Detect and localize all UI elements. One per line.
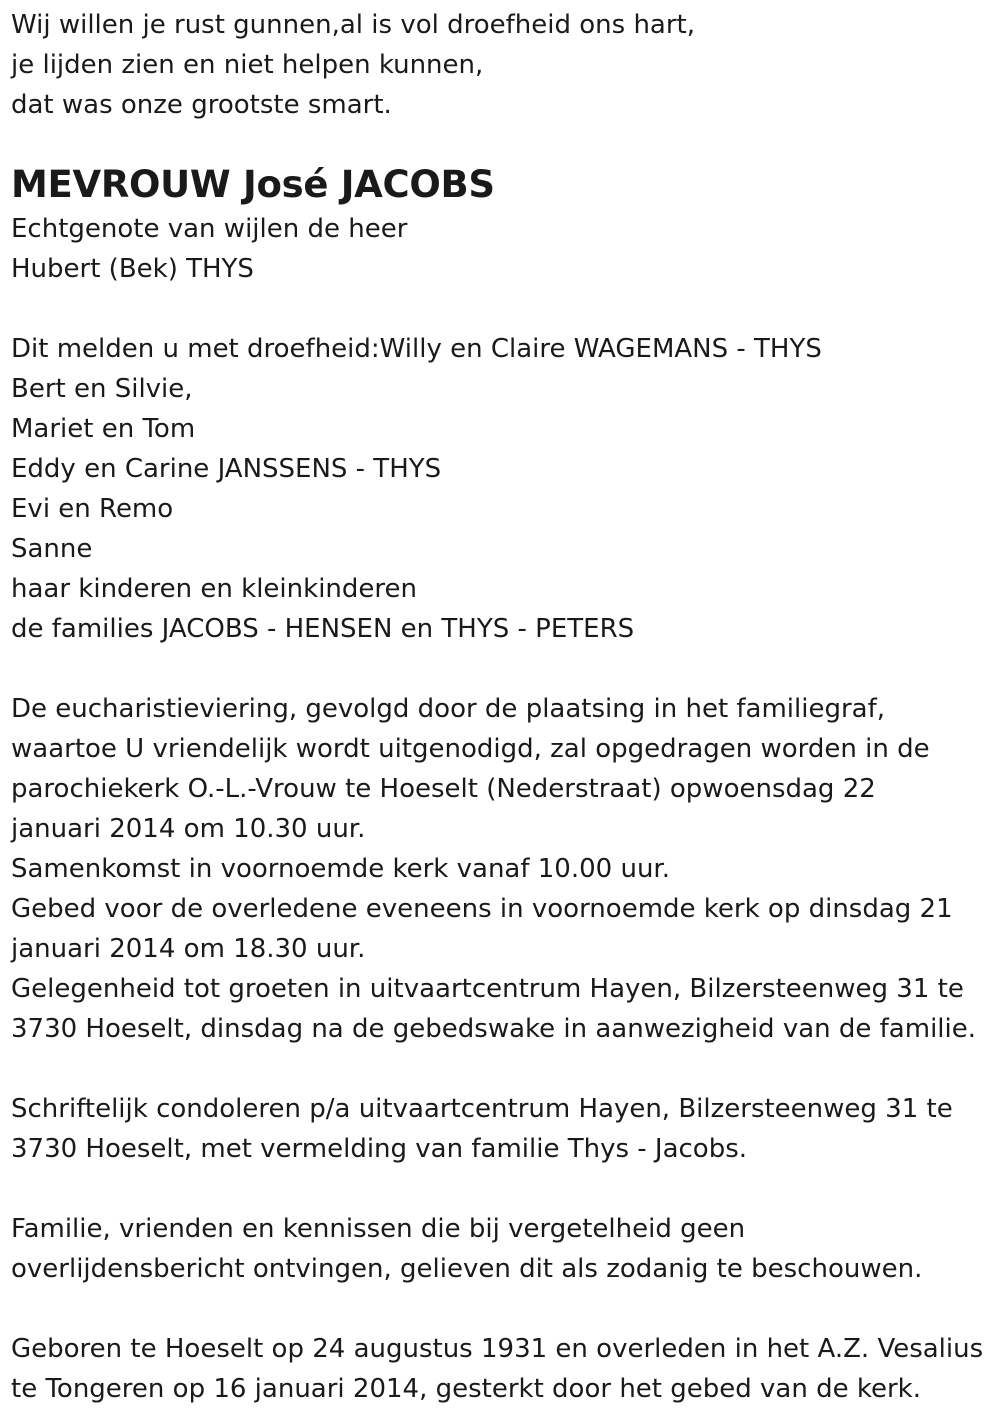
announcer-line: haar kinderen en kleinkinderen xyxy=(11,574,417,604)
birth-death-line: te Tongeren op 16 januari 2014, gesterkt door het gebed van de kerk. xyxy=(11,1374,921,1404)
notice-line: overlijdensbericht ontvingen, gelieven dit als zodanig te beschouwen. xyxy=(11,1254,923,1284)
spacer xyxy=(11,125,991,165)
announcer-line: Eddy en Carine JANSSENS - THYS xyxy=(11,454,442,484)
obituary-notice xyxy=(11,0,991,1409)
deceased-name: MEVROUW José JACOBS xyxy=(11,163,495,206)
ceremony-line: waartoe U vriendelijk wordt uitgenodigd, zal opgedragen worden in de xyxy=(11,734,930,764)
announcers-list xyxy=(11,329,991,649)
ceremony-line: 3730 Hoeselt, dinsdag na de gebedswake in aanwezigheid van de familie. xyxy=(11,1014,976,1044)
announcer-line: Mariet en Tom xyxy=(11,414,196,444)
ceremony-line: Gelegenheid tot groeten in uitvaartcentrum Hayen, Bilzersteenweg 31 te xyxy=(11,974,964,1004)
notice-line: Familie, vrienden en kennissen die bij vergetelheid geen xyxy=(11,1214,746,1244)
spacer xyxy=(11,1289,991,1329)
spouse-line: Hubert (Bek) THYS xyxy=(11,254,254,284)
notice-info xyxy=(11,1209,991,1289)
ceremony-details xyxy=(11,689,991,1049)
ceremony-line: De eucharistieviering, gevolgd door de plaatsing in het familiegraf, xyxy=(11,694,886,724)
announcer-line: Bert en Silvie, xyxy=(11,374,193,404)
announcer-line: Sanne xyxy=(11,534,93,564)
birth-death-line: Geboren te Hoeselt op 24 augustus 1931 en overleden in het A.Z. Vesalius xyxy=(11,1334,984,1364)
verse-line: je lijden zien en niet helpen kunnen, xyxy=(11,50,484,80)
memorial-verse xyxy=(11,5,991,125)
ceremony-line: Samenkomst in voornoemde kerk vanaf 10.00 uur. xyxy=(11,854,670,884)
spacer xyxy=(11,289,991,329)
spacer xyxy=(11,1049,991,1089)
spacer xyxy=(11,649,991,689)
ceremony-line: parochiekerk O.-L.-Vrouw te Hoeselt (Nederstraat) opwoensdag 22 xyxy=(11,774,876,804)
announcer-line: Evi en Remo xyxy=(11,494,174,524)
spouse-line: Echtgenote van wijlen de heer xyxy=(11,214,408,244)
announcer-line: de families JACOBS - HENSEN en THYS - PETERS xyxy=(11,614,635,644)
spacer xyxy=(11,1169,991,1209)
birth-death-info xyxy=(11,1329,991,1409)
condolences-info xyxy=(11,1089,991,1169)
ceremony-line: Gebed voor de overledene eveneens in voornoemde kerk op dinsdag 21 xyxy=(11,894,953,924)
ceremony-line: januari 2014 om 18.30 uur. xyxy=(11,934,366,964)
verse-line: dat was onze grootste smart. xyxy=(11,90,392,120)
verse-line: Wij willen je rust gunnen,al is vol droefheid ons hart, xyxy=(11,10,695,40)
announcer-line: Dit melden u met droefheid:Willy en Claire WAGEMANS - THYS xyxy=(11,334,822,364)
condolences-line: 3730 Hoeselt, met vermelding van familie Thys - Jacobs. xyxy=(11,1134,748,1164)
ceremony-line: januari 2014 om 10.30 uur. xyxy=(11,814,366,844)
condolences-line: Schriftelijk condoleren p/a uitvaartcentrum Hayen, Bilzersteenweg 31 te xyxy=(11,1094,953,1124)
